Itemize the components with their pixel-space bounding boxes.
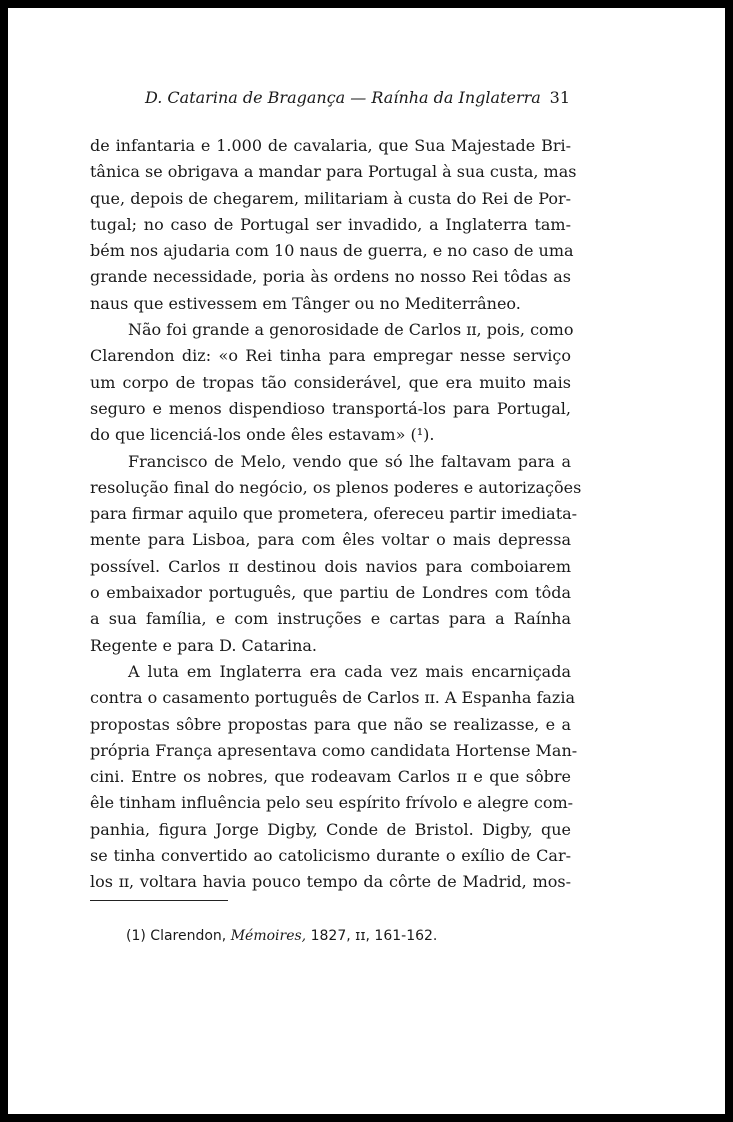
footnote bbox=[126, 928, 437, 944]
text-line: se tinha convertido ao catolicismo durante o exílio de Car- bbox=[90, 846, 571, 866]
text-line: Regente e para D. Catarina. bbox=[90, 635, 317, 655]
footnote-divider bbox=[90, 900, 228, 901]
text-line: bém nos ajudaria com 10 naus de guerra, e no caso de uma bbox=[90, 241, 574, 261]
text-line: um corpo de tropas tão considerável, que era muito mais bbox=[90, 372, 571, 392]
text-line: Clarendon diz: «o Rei tinha para empregar nesse serviço bbox=[90, 346, 571, 366]
footnote-marker: (1) bbox=[126, 928, 146, 944]
text-line: A luta em Inglaterra era cada vez mais encarniçada bbox=[128, 661, 571, 681]
text-line: que, depois de chegarem, militariam à custa do Rei de Por- bbox=[90, 188, 571, 208]
text-line: mente para Lisboa, para com êles voltar o mais depressa bbox=[90, 530, 571, 550]
running-title: D. Catarina de Bragança — Raínha da Inglaterra bbox=[145, 88, 541, 107]
footnote-author: Clarendon, bbox=[150, 928, 227, 944]
text-line: resolução final do negócio, os plenos poderes e autorizações bbox=[90, 477, 582, 497]
text-line: seguro e menos dispendioso transportá-los para Portugal, bbox=[90, 398, 571, 418]
text-line: êle tinham influência pelo seu espírito frívolo e alegre com- bbox=[90, 793, 574, 813]
footnote-details: 1827, ɪɪ, 161-162. bbox=[310, 928, 438, 944]
text-line: a sua família, e com instruções e cartas para a Raínha bbox=[90, 609, 571, 629]
text-line: cini. Entre os nobres, que rodeavam Carlos ɪɪ e que sôbre bbox=[90, 767, 571, 787]
body-text bbox=[90, 133, 582, 896]
text-line: possível. Carlos ɪɪ destinou dois navios para comboiarem bbox=[90, 556, 571, 576]
text-line: de infantaria e 1.000 de cavalaria, que Sua Majestade Bri- bbox=[90, 136, 571, 155]
text-line: o embaixador português, que partiu de Londres com tôda bbox=[90, 583, 571, 603]
page-number: 31 bbox=[549, 88, 570, 107]
footnote-work: Mémoires, bbox=[230, 928, 307, 944]
text-line: grande necessidade, poria às ordens no nosso Rei tôdas as bbox=[90, 267, 571, 287]
text-line: contra o casamento português de Carlos ɪɪ. A Espanha fazia bbox=[90, 688, 576, 708]
text-line: propostas sôbre propostas para que não se realizasse, e a bbox=[90, 714, 571, 734]
text-line: los ɪɪ, voltara havia pouco tempo da côrte de Madrid, mos- bbox=[90, 872, 571, 892]
text-line: Francisco de Melo, vendo que só lhe faltavam para a bbox=[128, 451, 571, 471]
text-line: Não foi grande a genorosidade de Carlos ɪɪ, pois, como bbox=[128, 320, 574, 340]
book-page bbox=[8, 8, 725, 1114]
text-line: panhia, figura Jorge Digby, Conde de Bristol. Digby, que bbox=[90, 819, 571, 839]
text-line: para firmar aquilo que prometera, ofereceu partir imediata- bbox=[90, 504, 578, 524]
text-line: naus que estivessem em Tânger ou no Mediterrâneo. bbox=[90, 293, 521, 313]
text-line: tugal; no caso de Portugal ser invadido, a Inglaterra tam- bbox=[90, 214, 571, 234]
text-line: do que licenciá-los onde êles estavam» (¹). bbox=[90, 425, 435, 445]
text-line: própria França apresentava como candidata Hortense Man- bbox=[90, 740, 578, 760]
text-line: tânica se obrigava a mandar para Portugal à sua custa, mas bbox=[90, 162, 577, 182]
